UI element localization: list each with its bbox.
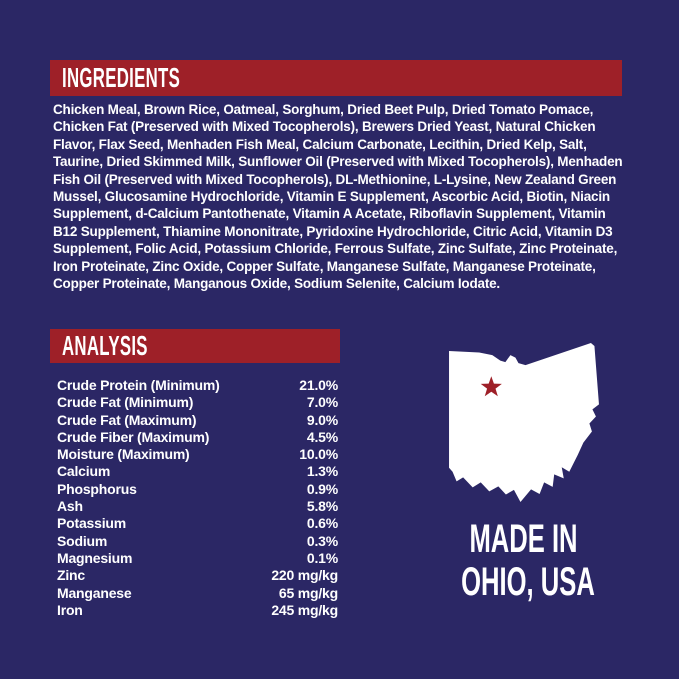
analysis-value: 220 mg/kg — [271, 567, 338, 584]
analysis-row — [57, 412, 338, 429]
analysis-label: Magnesium — [57, 549, 133, 566]
analysis-row — [57, 550, 338, 567]
analysis-value: 0.1% — [306, 549, 338, 566]
analysis-value: 0.9% — [306, 480, 338, 497]
analysis-value: 1.3% — [306, 463, 338, 480]
analysis-value: 0.6% — [306, 515, 338, 532]
analysis-value: 21.0% — [299, 377, 338, 393]
made-in-line1: MADE IN — [469, 517, 578, 561]
made-in-line2: OHIO, USA — [461, 560, 595, 604]
analysis-value: 7.0% — [306, 394, 338, 411]
analysis-value: 9.0% — [306, 411, 338, 428]
analysis-value: 10.0% — [299, 446, 338, 463]
analysis-section-header — [50, 329, 340, 363]
analysis-row — [57, 463, 338, 480]
analysis-value: 65 mg/kg — [278, 584, 338, 601]
analysis-header-label: ANALYSIS — [62, 330, 148, 361]
analysis-row — [57, 585, 338, 602]
analysis-row — [57, 377, 338, 394]
analysis-label: Potassium — [57, 515, 126, 532]
analysis-value: 4.5% — [306, 428, 338, 445]
analysis-label: Manganese — [57, 584, 132, 601]
ingredients-text: Chicken Meal, Brown Rice, Oatmeal, Sorghum, Dried Beet Pulp, Dried Tomato Pomace, Chicken Fat (Preserved with Mixed Tocopherols), Brewers Dried Yeast, Natural Chicken Flavor, Flax Seed, Menhaden Fish Meal, Calcium Carbonate, Lecithin, Dried Kelp, Salt, Taurine, Dried Skimmed Milk, Sunflower Oil (Preserved with Mixed Tocopherols), Menhaden Fish Oil (Preserved with Mixed Tocopherols), DL-Methionine, L-Lysine, New Zealand Green Mussel, Glucosamine Hydrochloride, Vitamin E Supplement, Ascorbic Acid, Biotin, Niacin Supplement, d-Calcium Pantothenate, Vitamin A Acetate, Riboflavin Supplement, Vitamin B12 Supplement, Thiamine Mononitrate, Pyridoxine Hydrochloride, Citric Acid, Vitamin D3 Supplement, Folic Acid, Potassium Chloride, Ferrous Sulfate, Zinc Sulfate, Zinc Proteinate, Iron Proteinate, Zinc Oxide, Copper Sulfate, Manganese Sulfate, Manganese Proteinate, Copper Proteinate, Manganous Oxide, Sodium Selenite, Calcium Iodate. — [53, 102, 623, 292]
analysis-label: Zinc — [57, 567, 85, 584]
analysis-row — [57, 498, 338, 515]
analysis-value: 5.8% — [306, 498, 338, 515]
analysis-row — [57, 533, 338, 550]
analysis-value: 0.3% — [306, 532, 338, 549]
ingredients-section-header — [50, 60, 622, 96]
analysis-row — [57, 446, 338, 463]
ohio-state-map-icon — [449, 343, 599, 504]
analysis-label: Ash — [57, 498, 83, 515]
analysis-row — [57, 567, 338, 584]
analysis-value: 245 mg/kg — [271, 601, 338, 618]
analysis-label: Iron — [57, 601, 83, 618]
analysis-label: Crude Fat (Maximum) — [57, 411, 197, 428]
analysis-label: Crude Fiber (Maximum) — [57, 428, 210, 445]
analysis-table — [57, 377, 338, 619]
analysis-label: Phosphorus — [57, 480, 137, 497]
ingredients-header-label: INGREDIENTS — [62, 62, 181, 93]
analysis-label: Crude Fat (Minimum) — [57, 394, 194, 411]
analysis-row — [57, 481, 338, 498]
analysis-row — [57, 515, 338, 532]
analysis-label: Sodium — [57, 532, 108, 549]
analysis-row — [57, 602, 338, 619]
analysis-label: Calcium — [57, 463, 111, 480]
made-in-ohio-block — [426, 343, 621, 604]
analysis-row — [57, 429, 338, 446]
analysis-label: Crude Protein (Minimum) — [57, 377, 220, 393]
analysis-label: Moisture (Maximum) — [57, 446, 190, 463]
analysis-row — [57, 394, 338, 411]
